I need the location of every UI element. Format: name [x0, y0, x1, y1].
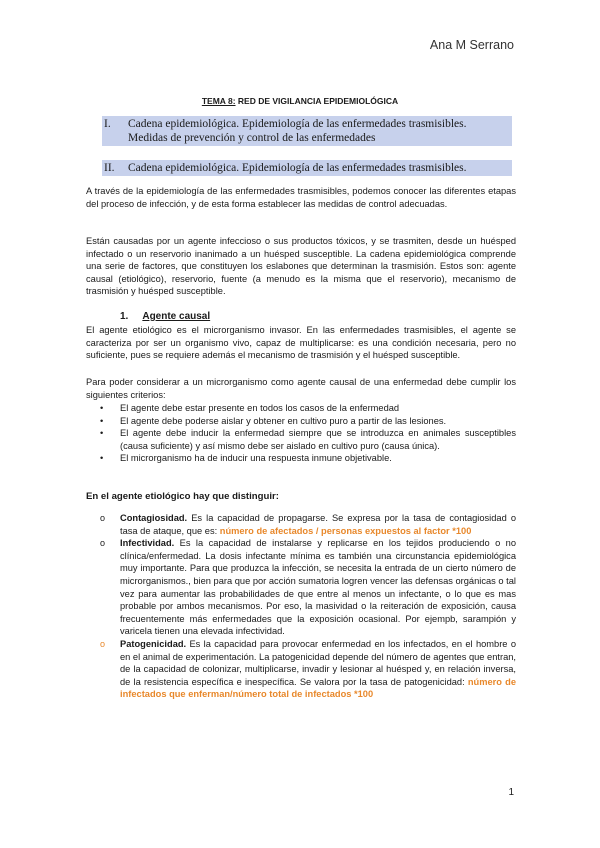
- author-name: Ana M Serrano: [429, 38, 514, 52]
- property-term: Contagiosidad.: [120, 513, 188, 523]
- title-text: RED DE VIGILANCIA EPIDEMIOLÓGICA: [235, 96, 399, 106]
- section-number: II.: [104, 162, 115, 174]
- criteria-list: [86, 402, 516, 465]
- property-text: Es la capacidad de propagarse. Se expresa por la tasa de contagiosidad o tasa de ataque, que es:: [120, 513, 516, 536]
- page-title: [0, 96, 600, 106]
- list-item: • El agente debe poderse aislar y obtener en cultivo puro a partir de las lesiones.: [86, 415, 516, 428]
- property-text: Es la capacidad de instalarse y replicarse en los tejidos produciendo o no clínica/enfermedad. La dosis infectante mínima es también una circunstancia epidemiológica muy importante. Para que produzca la infección, se necesita la entrada de un cierto número de microrganismos., bien para que por acción sumatoria logren vencer las defensas orgánicas o tal vez para aumentar las probabilidades de que entre al menos un infectante, o lo que es mas probable por ambos mecanismos. Por eso, la masividad o la reiteración de exposición, causa frecuentemente más enfermedades que la exposición ocasional. Por ejempb, sarampión y varicela tienen una elevada infectividad.: [120, 538, 516, 637]
- list-item: [86, 537, 516, 638]
- section-number: I.: [104, 118, 111, 130]
- title-label: TEMA 8:: [201, 96, 236, 106]
- subheading-agente-causal: [120, 311, 210, 322]
- list-item: • El agente debe estar presente en todos los casos de la enfermedad: [86, 402, 516, 415]
- page-number: 1: [508, 787, 514, 798]
- bullet-icon: o: [100, 538, 106, 549]
- property-formula: número de infectados que enferman/número total de infectados *100: [120, 676, 516, 700]
- paragraph-criteria-intro: Para poder considerar a un microrganismo como agente causal de una enfermedad debe cumplir los siguientes criterios:: [86, 377, 516, 400]
- section-heading-2: [102, 160, 512, 176]
- subheading-number: 1.: [120, 311, 129, 322]
- paragraph-intro: A través de la epidemiología de las enfermedades trasmisibles, podemos conocer las diferentes etapas del proceso de infección, y de esta forma establecer las medidas de control adecuadas.: [86, 186, 516, 209]
- distinguish-heading: En el agente etiológico hay que distinguir:: [86, 491, 279, 502]
- property-term: Infectividad.: [120, 538, 175, 549]
- property-term: Patogenicidad.: [120, 638, 187, 649]
- list-item: [86, 638, 516, 701]
- subheading-text: Agente causal: [142, 311, 211, 322]
- paragraph-chain: Están causadas por un agente infeccioso o sus productos tóxicos, y se trasmiten, desde un huésped infectado o un reservorio inanimado a un huésped susceptible. La cadena epidemiológica comprende una serie de factores, que constituyen los eslabones que determinan la trasmisión. Estos son: agente causal (etiológico), reservorio, fuente (a menudo es la misma que el reservorio), mecanismo de trasmisión y huésped susceptible.: [86, 236, 516, 297]
- property-formula: número de afectados / personas expuestos al factor *100: [219, 525, 472, 536]
- list-item: [86, 512, 516, 537]
- bullet-icon: o: [100, 513, 106, 523]
- section-title: Cadena epidemiológica. Epidemiología de las enfermedades trasmisibles. Medidas de prevención y control de las enfermedades: [128, 118, 467, 144]
- section-title: Cadena epidemiológica. Epidemiología de las enfermedades trasmisibles.: [128, 162, 467, 174]
- bullet-icon: o: [100, 638, 106, 649]
- list-item: • El microrganismo ha de inducir una respuesta inmune objetivable.: [86, 452, 516, 465]
- paragraph-agent: El agente etiológico es el microrganismo invasor. En las enfermedades trasmisibles, el agente se caracteriza por ser un organismo vivo, capaz de multiplicarse: es una condición necesaria, pero no suficiente, pues se requiere además el mecanismo de trasmisión y el huésped susceptible.: [86, 325, 516, 361]
- section-heading-1: [102, 116, 512, 146]
- properties-list: [86, 512, 516, 701]
- list-item: • El agente debe inducir la enfermedad siempre que se introduzca en animales susceptibles (causa suficiente) y así mismo debe ser aislado en cultivo puro (causa única).: [86, 427, 516, 452]
- property-text: Es la capacidad para provocar enfermedad en los infectados, en el hombre o en el animal de experimentación. La patogenicidad depende del número de agentes que entran, de la capacidad de colonizar, multiplicarse, invadir y lesionar al huésped y, en relación inversa, de la resistencia específica e inespecífica. Se valora por la tasa de patogenicidad:: [120, 638, 516, 687]
